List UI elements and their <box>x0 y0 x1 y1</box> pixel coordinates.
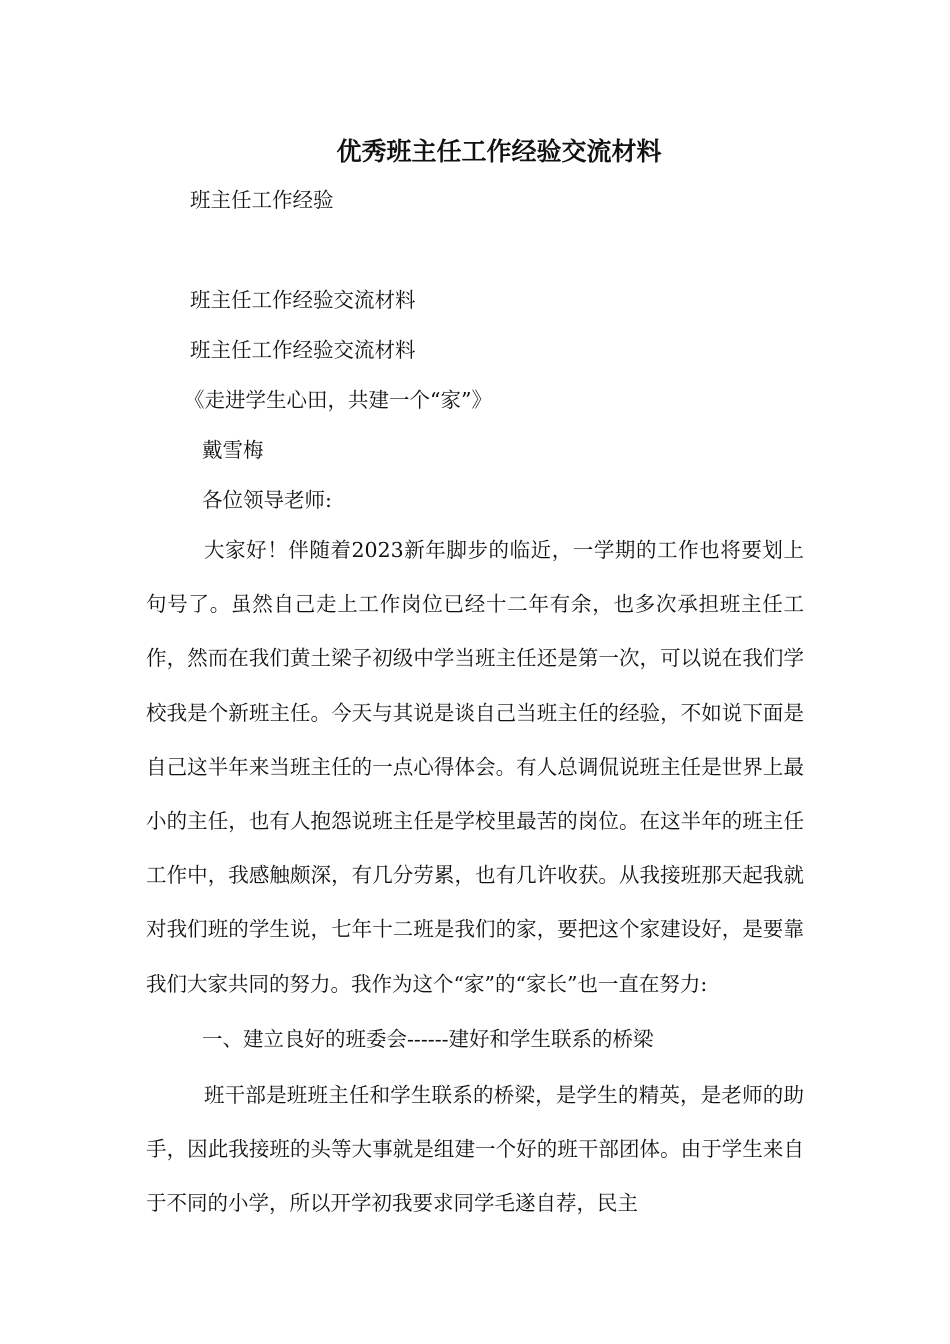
document-title: 优秀班主任工作经验交流材料 <box>336 137 662 166</box>
author-name: 戴雪梅 <box>202 438 264 462</box>
subtitle-line: 班主任工作经验 <box>190 188 334 212</box>
heading-line: 班主任工作经验交流材料 <box>190 338 416 362</box>
salutation: 各位领导老师: <box>202 488 332 512</box>
section-heading: 一、建立良好的班委会------建好和学生联系的桥梁 <box>202 1027 654 1051</box>
body-paragraph: 班干部是班班主任和学生联系的桥梁，是学生的精英，是老师的助手，因此我接班的头等大事就是组建一个好的班干部团体。由于学生来自于不同的小学，所以开学初我要求同学毛遂自荐，民主 <box>146 1083 804 1216</box>
speech-title: 《走进学生心田，共建一个“家”》 <box>184 388 492 412</box>
body-paragraph: 大家好！伴随着2023新年脚步的临近，一学期的工作也将要划上句号了。虽然自己走上工作岗位已经十二年有余，也多次承担班主任工作，然而在我们黄土梁子初级中学当班主任还是第一次，可以说在我们学校我是个新班主任。今天与其说是谈自己当班主任的经验，不如说下面是自己这半年来当班主任的一点心得体会。有人总调侃说班主任是世界上最小的主任，也有人抱怨说班主任是学校里最苦的岗位。在这半年的班主任工作中，我感触颇深，有几分劳累，也有几许收获。从我接班那天起我就对我们班的学生说，七年十二班是我们的家，要把这个家建设好，是要靠我们大家共同的努力。我作为这个“家”的“家长”也一直在努力: <box>146 538 804 996</box>
heading-line: 班主任工作经验交流材料 <box>190 288 416 312</box>
